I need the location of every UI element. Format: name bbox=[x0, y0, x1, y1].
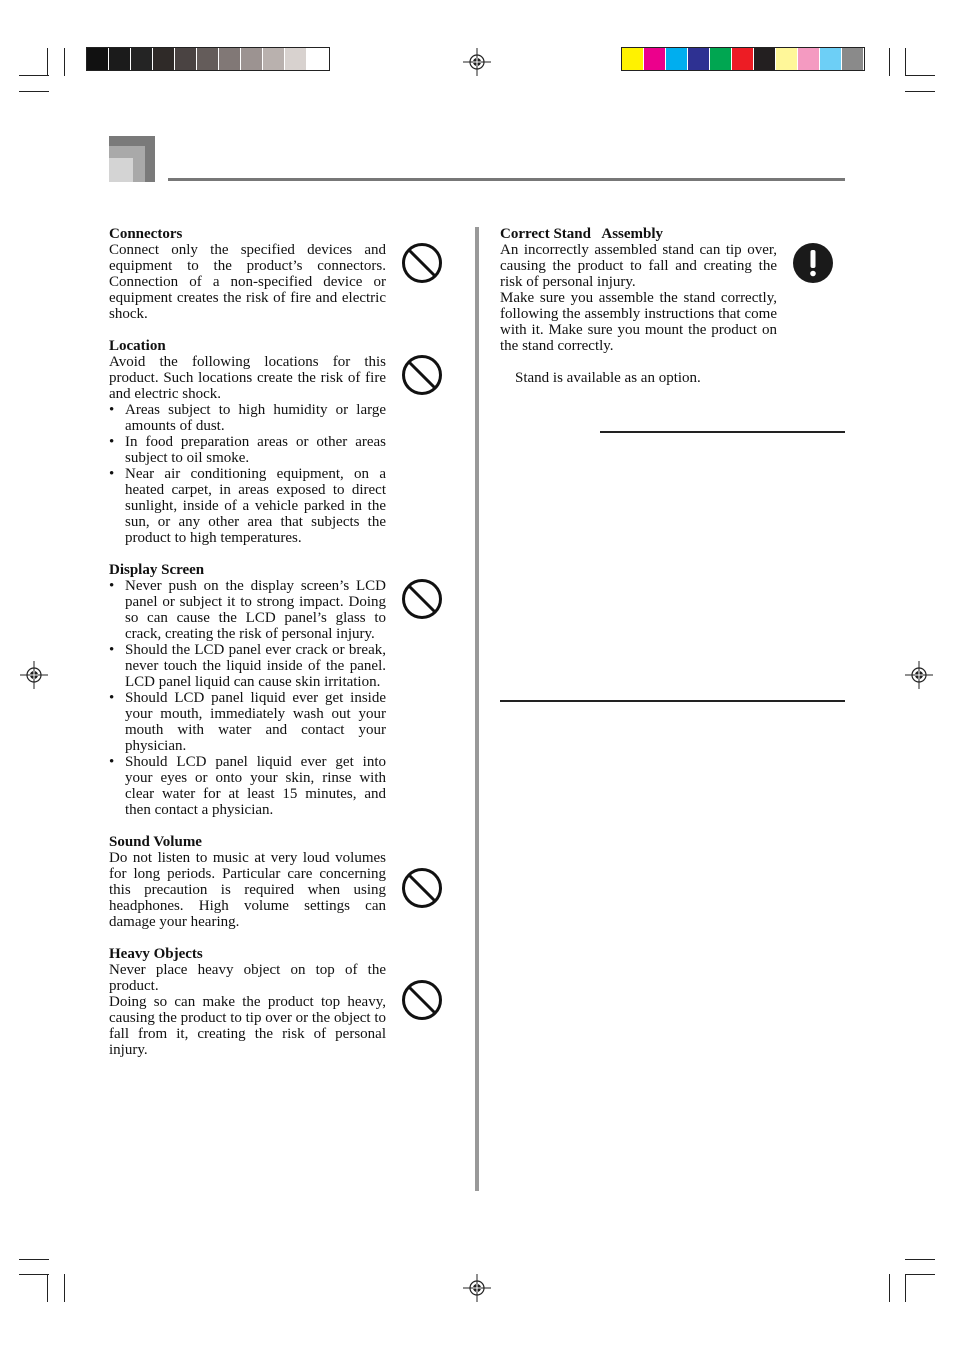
section-display-screen bbox=[109, 562, 386, 818]
section-body: Do not listen to music at very loud volumes for long periods. Particular care concerning this precaution is required when using headphones. High volume settings can damage your hearing. bbox=[109, 850, 386, 930]
section-location bbox=[109, 338, 386, 546]
section-heading: Correct Stand Assembly bbox=[500, 226, 664, 242]
color-swatch bbox=[622, 48, 644, 70]
section-sound-volume bbox=[109, 834, 386, 930]
color-swatch bbox=[644, 48, 666, 70]
left-column bbox=[109, 226, 386, 1074]
crop-mark bbox=[905, 1259, 935, 1260]
crop-mark bbox=[19, 1259, 49, 1260]
header-rule bbox=[168, 178, 845, 181]
header-graphic bbox=[109, 158, 133, 182]
registration-mark-icon bbox=[905, 661, 933, 689]
right-column bbox=[500, 226, 777, 386]
crop-mark bbox=[47, 1274, 48, 1302]
grayscale-color-bar bbox=[86, 47, 330, 71]
color-swatch bbox=[688, 48, 710, 70]
color-swatch bbox=[109, 48, 131, 70]
crop-mark bbox=[19, 1274, 49, 1275]
crop-mark bbox=[889, 1274, 890, 1302]
section-rule bbox=[600, 431, 845, 433]
color-swatch bbox=[307, 48, 329, 70]
section-body: Doing so can make the product top heavy, causing the product to tip over or the object to fall from it, creating the risk of personal injury. bbox=[109, 994, 387, 1058]
section-heading: Display Screen bbox=[109, 562, 205, 578]
color-swatch bbox=[820, 48, 842, 70]
section-heading: Heavy Objects bbox=[109, 946, 203, 962]
list-item: • Should the LCD panel ever crack or break, never touch the liquid inside of the panel. LCD panel liquid can cause skin irritation. bbox=[109, 642, 386, 690]
color-swatch bbox=[666, 48, 688, 70]
exclamation-icon bbox=[792, 242, 834, 284]
list-item: • Areas subject to high humidity or large amounts of dust. bbox=[109, 402, 386, 434]
list-item: • In food preparation areas or other areas subject to oil smoke. bbox=[109, 434, 386, 466]
crop-mark bbox=[64, 48, 65, 76]
section-body: Never place heavy object on top of the product. bbox=[109, 962, 386, 994]
color-swatch bbox=[710, 48, 732, 70]
color-swatch bbox=[842, 48, 864, 70]
color-swatch bbox=[219, 48, 241, 70]
color-swatch bbox=[798, 48, 820, 70]
section-body: Avoid the following locations for this product. Such locations create the risk of fire and electric shock. bbox=[109, 354, 386, 402]
registration-mark-icon bbox=[20, 661, 48, 689]
prohibition-icon bbox=[401, 242, 443, 284]
crop-mark bbox=[47, 48, 48, 76]
registration-mark-icon bbox=[463, 48, 491, 76]
crop-mark bbox=[905, 48, 906, 76]
color-swatch bbox=[153, 48, 175, 70]
crop-mark bbox=[19, 75, 49, 76]
section-heavy-objects bbox=[109, 946, 386, 1058]
list-item: • Near air conditioning equipment, on a heated carpet, in areas exposed to direct sunlight, inside of a vehicle parked in the sun, or any other area that subjects the product to high temperatures. bbox=[109, 466, 386, 546]
color-swatch bbox=[175, 48, 197, 70]
section-body: An incorrectly assembled stand can tip over, causing the product to fall and creating the risk of personal injury. bbox=[500, 242, 777, 290]
section-rule bbox=[500, 700, 845, 702]
process-color-bar bbox=[621, 47, 865, 71]
section-heading: Location bbox=[109, 338, 166, 354]
section-body: Connect only the specified devices and equipment to the product’s connectors. Connection of a non-specified device or equipment creates the risk of fire and electric shock. bbox=[109, 242, 386, 322]
crop-mark bbox=[64, 1274, 65, 1302]
section-connectors bbox=[109, 226, 386, 322]
prohibition-icon bbox=[401, 867, 443, 909]
section-heading: Sound Volume bbox=[109, 834, 202, 850]
prohibition-icon bbox=[401, 979, 443, 1021]
list-item: • Never push on the display screen’s LCD panel or subject it to strong impact. Doing so can cause the LCD panel’s glass to crack, creating the risk of personal injury. bbox=[109, 578, 386, 642]
crop-mark bbox=[905, 75, 935, 76]
color-swatch bbox=[285, 48, 307, 70]
crop-mark bbox=[889, 48, 890, 76]
section-heading: Connectors bbox=[109, 226, 183, 242]
crop-mark bbox=[19, 91, 49, 92]
prohibition-icon bbox=[401, 578, 443, 620]
registration-mark-icon bbox=[463, 1274, 491, 1302]
color-swatch bbox=[197, 48, 219, 70]
color-swatch bbox=[732, 48, 754, 70]
column-divider bbox=[475, 227, 479, 1191]
color-swatch bbox=[263, 48, 285, 70]
crop-mark bbox=[905, 91, 935, 92]
option-note: Stand is available as an option. bbox=[515, 370, 701, 386]
list-item: • Should LCD panel liquid ever get inside your mouth, immediately wash out your mouth with water and contact your physician. bbox=[109, 690, 386, 754]
color-swatch bbox=[241, 48, 263, 70]
crop-mark bbox=[905, 1274, 935, 1275]
prohibition-icon bbox=[401, 354, 443, 396]
color-swatch bbox=[776, 48, 798, 70]
color-swatch bbox=[87, 48, 109, 70]
color-swatch bbox=[754, 48, 776, 70]
color-swatch bbox=[131, 48, 153, 70]
list-item: • Should LCD panel liquid ever get into your eyes or onto your skin, rinse with clear water for at least 15 minutes, and then contact a physician. bbox=[109, 754, 386, 818]
crop-mark bbox=[905, 1274, 906, 1302]
section-body: Make sure you assemble the stand correctly, following the assembly instructions that come with it. Make sure you mount the product on the stand correctly. bbox=[500, 290, 777, 354]
